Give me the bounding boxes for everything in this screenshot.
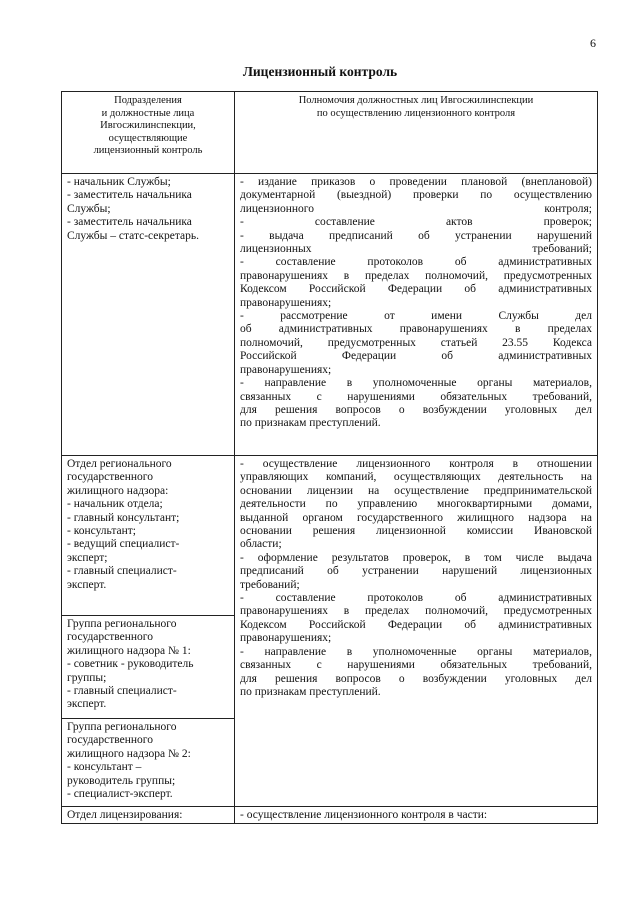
row2-group1-cell [62,616,235,719]
row1-powers-cell [235,174,598,456]
text-line: государственного [67,734,153,747]
text-line: - начальник отдела; [67,498,163,511]
text-line: - главный специалист- [67,565,177,578]
text-line: эксперт; [67,551,108,564]
text-line: Группа регионального [67,618,177,630]
text-line: деятельности по управлению многоквартирными домами, [240,498,592,511]
text-line: основании лицензии на осуществление предпринимательской [240,484,592,497]
text-line: правонарушениях в пределах полномочий, предусмотренных [240,605,592,618]
table-header-row [62,92,598,174]
text-line: области; [240,538,282,551]
text-line: государственного [67,471,153,484]
text-line: жилищного надзора № 1: [67,644,191,657]
text-line: жилищного надзора: [67,484,169,497]
text-line: государственного [67,631,153,644]
text-line: управляющих компаний, осуществляющих деятельность на [240,471,592,484]
text-line: эксперт. [67,698,107,711]
text-line: об административных правонарушениях в пределах [240,323,592,336]
text-line: жилищного надзора № 2: [67,747,191,760]
text-line: руководитель группы; [67,774,176,787]
page-number: 6 [590,36,596,50]
text-line: Группа регионального [67,721,177,733]
text-line: по осуществлению лицензионного контроля [316,107,516,119]
row3-department-cell: Отдел лицензирования: [62,807,235,824]
text-line: выданной органом государственного жилищного надзора на [240,511,592,524]
text-line: - составление протоколов об административных [240,256,592,269]
header-cell-departments [62,92,235,174]
text-line: Службы; [67,202,111,215]
table-row [62,174,598,456]
text-line: группы; [67,671,107,684]
text-line: для решения вопросов о возбуждении уголовных дел [240,672,592,685]
text-line: правонарушениях в пределах полномочий, предусмотренных [240,269,592,282]
text-line: - заместитель начальника [67,189,192,202]
text-line: Российской Федерации об административных [240,350,592,363]
text-line: - начальник Службы; [67,176,171,188]
text-line: - консультант; [67,525,136,538]
text-line: документарной (выездной) проверки по осуществлению [240,189,592,202]
text-line: Подразделения [114,95,182,106]
text-line: осуществляющие [108,132,188,144]
text-line: Службы – статс-секретарь. [67,229,199,242]
table-row [62,807,598,824]
row1-officials-cell [62,174,235,456]
text-line: лицензионный контроль [93,145,203,157]
text-line: по признакам преступлений. [240,685,381,698]
text-line: правонарушениях; [240,632,332,645]
text-line: - советник - руководитель [67,658,194,671]
text-line: правонарушениях; [240,296,332,309]
table-row [62,456,598,616]
text-line: требований; [240,578,300,591]
page-title: Лицензионный контроль [242,64,398,79]
text-line: Ивгосжилинспекции, [100,120,196,132]
row2-group2-cell [62,719,235,807]
text-line: полномочий, предусмотренных статьей 23.55 Кодекса [240,336,592,349]
text-line: - рассмотрение от имени Службы дел [240,310,592,323]
text-line: предписаний об устранении нарушений лицензионных [240,565,592,578]
row2-powers-cell [235,456,598,807]
text-line: лицензионного контроля; [240,202,592,215]
text-line: Кодексом Российской Федерации об административных [240,283,592,296]
text-line: - осуществление лицензионного контроля в отношении [240,458,592,470]
text-line: - главный консультант; [67,511,180,524]
text-line: - издание приказов о проведении плановой (внеплановой) [240,176,592,188]
text-line: для решения вопросов о возбуждении уголовных дел [240,403,592,416]
text-line: - специалист-эксперт. [67,788,173,801]
text-line: - составление актов проверок; [240,216,592,229]
text-line: - ведущий специалист- [67,538,180,551]
header-cell-powers [235,92,598,174]
text-line: - направление в уполномоченные органы материалов, [240,645,592,658]
text-line: Полномочия должностных лиц Ивгосжилинспекции [298,95,534,106]
text-line: - выдача предписаний об устранении нарушений [240,229,592,242]
text-line: основании решения лицензионной комиссии Ивановской [240,525,592,538]
text-line: лицензионных требований; [240,243,592,256]
text-line: Кодексом Российской Федерации об административных [240,618,592,631]
text-line: - консультант – [67,761,142,774]
text-line: по признакам преступлений. [240,417,381,430]
license-control-table [61,91,598,824]
row2-department-cell [62,456,235,616]
text-line: связанных с нарушениями обязательных требований, [240,390,592,403]
text-line: - составление протоколов об административных [240,592,592,605]
text-line: правонарушениях; [240,363,332,376]
text-line: - оформление результатов проверок, в том числе выдача [240,551,592,564]
text-line: Отдел регионального [67,458,172,470]
text-line: - главный специалист- [67,685,177,698]
text-line: и должностные лица [101,107,195,119]
text-line: - заместитель начальника [67,216,192,229]
text-line: - направление в уполномоченные органы материалов, [240,377,592,390]
text-line: эксперт. [67,578,107,591]
text-line: связанных с нарушениями обязательных требований, [240,659,592,672]
row3-powers-cell: - осуществление лицензионного контроля в части: [235,807,598,824]
